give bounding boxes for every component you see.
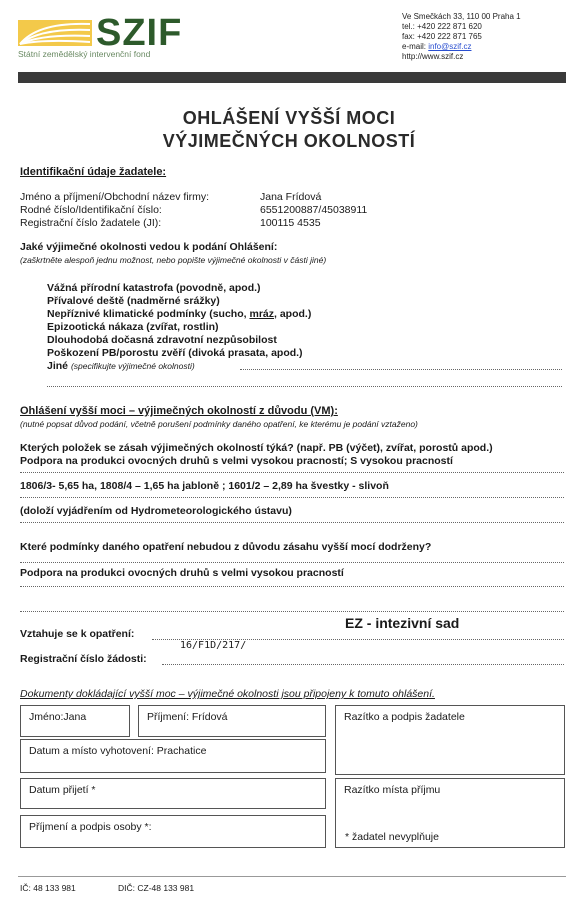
vm-answer-items-1[interactable]: Podpora na produkci ovocných druhů s velmi vysokou pracností; S vysokou pracností [20, 455, 453, 467]
vm-line-4 [20, 562, 564, 563]
option-other-hint: (specifikujte výjimečné okolnosti) [70, 361, 195, 371]
box-date-received[interactable]: Datum přijetí * [20, 778, 326, 809]
id-label-reg: Registrační číslo žadatele (JI): [20, 217, 162, 229]
option-epizootic[interactable]: Epizootická nákaza (zvířat, rostlin) [47, 321, 219, 333]
vm-line-6 [20, 611, 564, 612]
box-date-place[interactable]: Datum a místo vyhotovení: Prachatice [20, 739, 326, 773]
box-office-stamp[interactable]: Razítko místa příjmu [335, 778, 565, 848]
form-title-line1: OHLÁŠENÍ VYŠŠÍ MOCI [182, 108, 396, 128]
box-receiver-signature[interactable]: Příjmení a podpis osoby *: [20, 815, 326, 848]
vm-line-1 [20, 472, 564, 473]
vm-answer-items-3[interactable]: (doloží vyjádřením od Hydrometeorologického ústavu) [20, 505, 292, 517]
phone: tel.: +420 222 871 620 [402, 22, 482, 31]
vm-question-items: Kterých položek se zásah výjimečných okolností týká? (např. PB (výčet), zvířat, porostů apod.) [20, 442, 493, 454]
option-climate-frost: mráz [249, 308, 274, 320]
vm-answer-items-2[interactable]: 1806/3- 5,65 ha, 1808/4 – 1,65 ha jabloně ; 1601/2 – 2,89 ha švestky - slivoň [20, 480, 389, 492]
id-value-reg[interactable]: 100115 4535 [260, 217, 321, 229]
vm-line-2 [20, 497, 564, 498]
vm-question-conditions: Které podmínky daného opatření nebudou z důvodu zásahu vyšší mocí dodrženy? [20, 541, 432, 553]
option-climate-conditions[interactable] [47, 308, 311, 320]
footer-divider [18, 876, 566, 877]
other-line-2[interactable] [47, 386, 562, 387]
registration-line [162, 664, 564, 665]
address: Ve Smečkách 33, 110 00 Praha 1 [402, 12, 521, 21]
registration-label: Registrační číslo žádosti: [20, 653, 147, 665]
box-first-name[interactable]: Jméno:Jana [20, 705, 130, 737]
website[interactable]: http://www.szif.cz [402, 52, 464, 61]
vm-answer-conditions[interactable]: Podpora na produkci ovocných druhů s velmi vysokou pracností [20, 567, 344, 579]
footer-dic: DIČ: CZ-48 133 981 [118, 883, 195, 893]
email-row [402, 42, 521, 52]
option-heavy-rain[interactable]: Přívalové deště (nadměrné srážky) [47, 295, 220, 307]
contact-block [402, 12, 521, 62]
id-label-name: Jméno a příjmení/Obchodní název firmy: [20, 191, 210, 203]
box-applicant-stamp[interactable]: Razítko a podpis žadatele [335, 705, 565, 775]
not-filled-note: * žadatel nevyplňuje [345, 831, 439, 843]
option-climate-pre: Nepříznivé klimatické podmínky (sucho, [47, 308, 250, 320]
vm-heading: Ohlášení vyšší moci – výjimečných okolností z důvodu (VM): [20, 405, 338, 417]
vm-line-5 [20, 586, 564, 587]
id-value-birth[interactable]: 6551200887/45038911 [260, 204, 368, 216]
measure-value[interactable]: EZ - intezivní sad [345, 615, 460, 631]
form-title-line2: VÝJIMEČNÝCH OKOLNOSTÍ [162, 131, 416, 151]
vm-line-3 [20, 522, 564, 523]
measure-label: Vztahuje se k opatření: [20, 628, 135, 640]
option-natural-disaster[interactable]: Vážná přírodní katastrofa (povodně, apod.) [47, 282, 261, 294]
option-wildlife-damage[interactable]: Poškození PB/porostu zvěří (divoká prasata, apod.) [47, 347, 303, 359]
other-line-1[interactable] [240, 369, 562, 370]
logo-subtitle: Státní zemědělský intervenční fond [18, 49, 151, 59]
identification-heading: Identifikační údaje žadatele: [20, 166, 167, 178]
option-other[interactable] [47, 360, 195, 372]
footer-ic: IČ: 48 133 981 [20, 883, 76, 893]
box-last-name[interactable]: Příjmení: Frídová [138, 705, 326, 737]
documents-note: Dokumenty dokládající vyšší moc – výjimečné okolnosti jsou připojeny k tomuto ohlášení. [20, 688, 435, 700]
email-label: e-mail: [402, 42, 429, 51]
registration-value[interactable]: 16/F1D/217/ [180, 640, 247, 651]
email-link[interactable]: info@szif.cz [428, 42, 472, 51]
vm-hint: (nutné popsat důvod podání, včetně porušení podmínky daného opatření, ke kterému je podání vztaženo) [20, 419, 418, 429]
option-climate-post: , apod.) [274, 308, 312, 320]
fax: fax: +420 222 871 765 [402, 32, 482, 41]
option-other-label: Jiné [47, 360, 69, 372]
header-band [18, 72, 566, 83]
option-health[interactable]: Dlouhodobá dočasná zdravotní nezpůsobilost [47, 334, 277, 346]
circumstances-question: Jaké výjimečné okolnosti vedou k podání Ohlášení: [20, 241, 278, 253]
logo-text: SZIF [96, 12, 183, 54]
circumstances-hint: (zaškrtněte alespoň jednu možnost, nebo popište výjimečné okolnosti v části jiné) [20, 255, 327, 265]
id-value-name[interactable]: Jana Frídová [260, 191, 322, 203]
id-label-birth: Rodné číslo/Identifikační číslo: [20, 204, 162, 216]
szif-logo-stripes [18, 20, 92, 46]
